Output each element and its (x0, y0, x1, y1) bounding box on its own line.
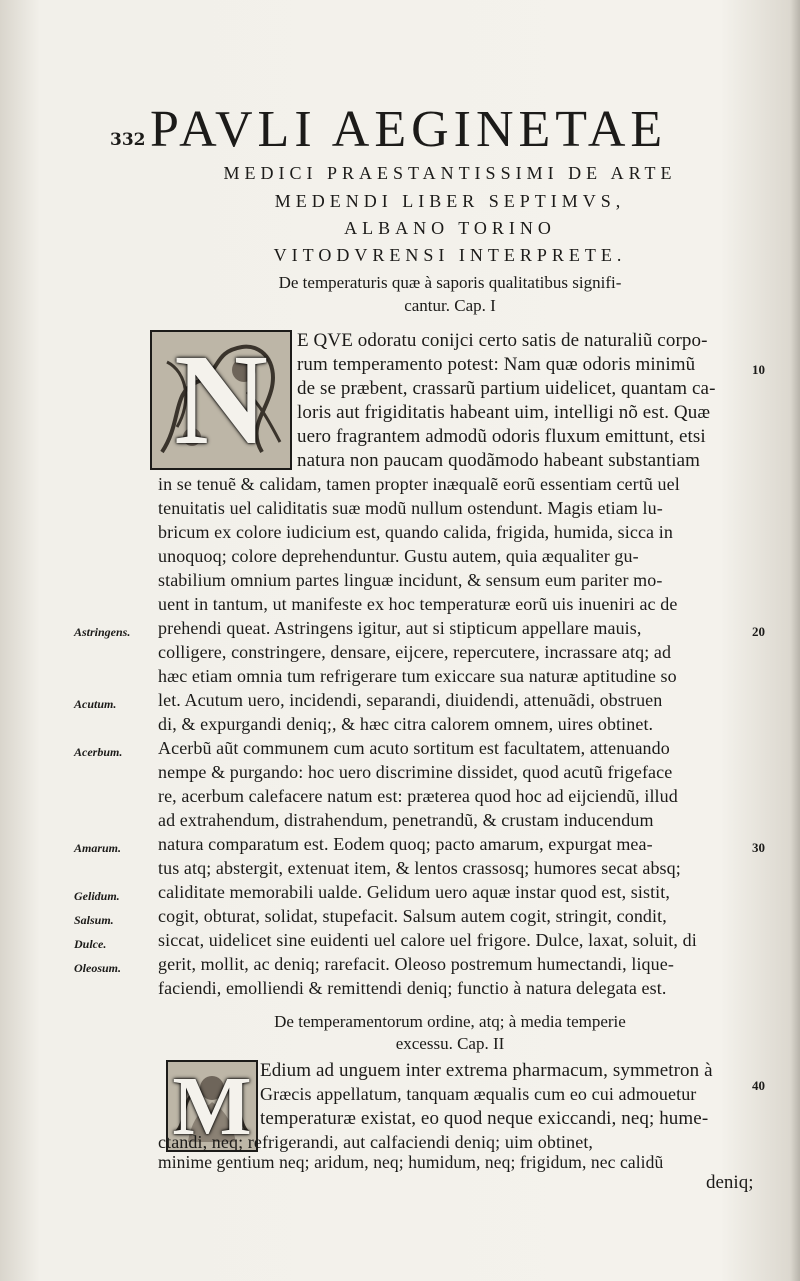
text-line: in se tenuẽ & calidam, tamen propter inæqualẽ eorũ essentiam certũ uel (158, 474, 680, 494)
subtitle-line: ALBANO TORINO (344, 218, 556, 238)
catchword: deniq; (706, 1172, 754, 1193)
text-line: ctandi, neq; refrigerandi, aut calfaciendi deniq; uim obtinet, (158, 1132, 594, 1152)
text-line: temperaturæ existat, eo quod neque exiccandi, neq; hume- (260, 1108, 709, 1129)
margin-note-acutum: Acutum. (74, 697, 117, 711)
text-line: stabilium omnium partes linguæ incidunt, & sensum eum pariter mo- (158, 570, 663, 590)
text-line: ad extrahendum, distrahendum, penetrandũ, & crustam inducendum (158, 810, 654, 830)
margin-note-dulce: Dulce. (74, 937, 107, 951)
text-line: E QVE odoratu conijci certo satis de naturaliũ corpo- (297, 330, 708, 351)
margin-note-amarum: Amarum. (74, 841, 122, 855)
margin-note-gelidum: Gelidum. (74, 889, 120, 903)
line-number: 40 (752, 1078, 765, 1093)
chapter-1-heading: De temperaturis quæ à saporis qualitatibus signifi- (278, 273, 622, 292)
text-line: let. Acutum uero, incidendi, separandi, diuidendi, attenuãdi, obstruen (158, 690, 663, 710)
page-title: PAVLI AEGINETAE (150, 101, 668, 158)
margin-note-astringens: Astringens. (74, 625, 131, 639)
text-line: colligere, constringere, densare, eijcere, repercutere, incrassare atq; ad (158, 642, 672, 662)
subtitle-line: VITODVRENSI INTERPRETE. (273, 245, 627, 265)
text-line: prehendi queat. Astringens igitur, aut si stipticum appellare mauis, (158, 618, 642, 638)
line-number: 20 (752, 624, 765, 639)
text-line: rum temperamento potest: Nam quæ odoris minimũ (297, 354, 696, 375)
text-line: uent in tantum, ut manifeste ex hoc temperaturæ eorũ uis inueniri ac de (158, 594, 678, 614)
text-line: minime gentium neq; aridum, neq; humidum, neq; frigidum, nec calidũ (158, 1152, 664, 1172)
text-line: nempe & purgando: hoc uero discrimine dissidet, quod acutũ frigeface (158, 762, 673, 782)
decorated-initial-n (150, 330, 292, 470)
page-number: 332 (110, 130, 146, 150)
text-line: uero fragrantem admodũ odoris fluxum emittunt, etsi (297, 426, 706, 447)
chapter-1-heading-cont: cantur. Cap. I (404, 296, 496, 315)
text-line: gerit, mollit, ac deniq; rarefacit. Oleoso postremum humectandi, lique- (158, 954, 674, 974)
text-line: hæc etiam omnia tum refrigerare tum exiccare sua naturæ aptitudine so (158, 666, 677, 686)
margin-note-acerbum: Acerbum. (74, 745, 123, 759)
text-line: Acerbũ aũt communem cum acuto sortitum est facultatem, attenuando (158, 738, 670, 758)
text-line: unoquoq; colore deprehenduntur. Gustu autem, quia æqualiter gu- (158, 546, 639, 566)
subtitle-line: MEDICI PRAESTANTISSIMI DE ARTE (223, 163, 677, 183)
initial-letter: M (172, 1060, 252, 1152)
text-line: tenuitatis uel caliditatis suæ modũ nullum ostendunt. Magis etiam lu- (158, 498, 663, 518)
text-line: faciendi, emolliendi & remittendi deniq; functio à natura delegata est. (158, 978, 667, 998)
text-line: bricum ex colore iudicium est, quando calida, frigida, humida, sicca in (158, 522, 673, 542)
line-number: 30 (752, 840, 765, 855)
text-line: re, acerbum calefacere natum est: præterea quod hoc ad eijciendũ, illud (158, 786, 678, 806)
text-line: cogit, obturat, solidat, stupefacit. Salsum autem cogit, stringit, condit, (158, 906, 667, 926)
text-line: tus atq; abstergit, extenuat item, & lentos crassosq; humores secat absq; (158, 858, 681, 878)
text-line: Græcis appellatum, tanquam æqualis cum eo cui admouetur (260, 1084, 697, 1104)
text-line: natura comparatum est. Eodem quoq; pacto amarum, expurgat mea- (158, 834, 653, 854)
decorated-initial-m (166, 1060, 258, 1152)
initial-letter: N (174, 330, 268, 470)
margin-note-oleosum: Oleosum. (74, 961, 122, 975)
line-number: 10 (752, 362, 765, 377)
subtitle-line: MEDENDI LIBER SEPTIMVS, (274, 191, 626, 211)
chapter-2-heading-cont: excessu. Cap. II (395, 1034, 505, 1053)
text-line: loris aut frigiditatis habeant uim, intelligi nõ est. Quæ (297, 402, 711, 423)
chapter-2-heading: De temperamentorum ordine, atq; à media temperie (274, 1012, 626, 1031)
text-line: caliditate memorabili ualde. Gelidum uero aquæ instar quod est, sistit, (158, 882, 670, 902)
text-line: Edium ad unguem inter extrema pharmacum, symmetron à (260, 1060, 713, 1081)
text-line: de se præbent, crassarũ partium uidelicet, quantam ca- (297, 378, 716, 399)
text-line: di, & expurgandi deniq;, & hæc citra calorem omnem, uires obtinet. (158, 714, 654, 734)
text-line: natura non paucam quodãmodo habeant substantiam (297, 450, 701, 471)
text-line: siccat, uidelicet sine euidenti uel calore uel frigore. Dulce, laxat, soluit, di (158, 930, 697, 950)
margin-note-salsum: Salsum. (74, 913, 114, 927)
